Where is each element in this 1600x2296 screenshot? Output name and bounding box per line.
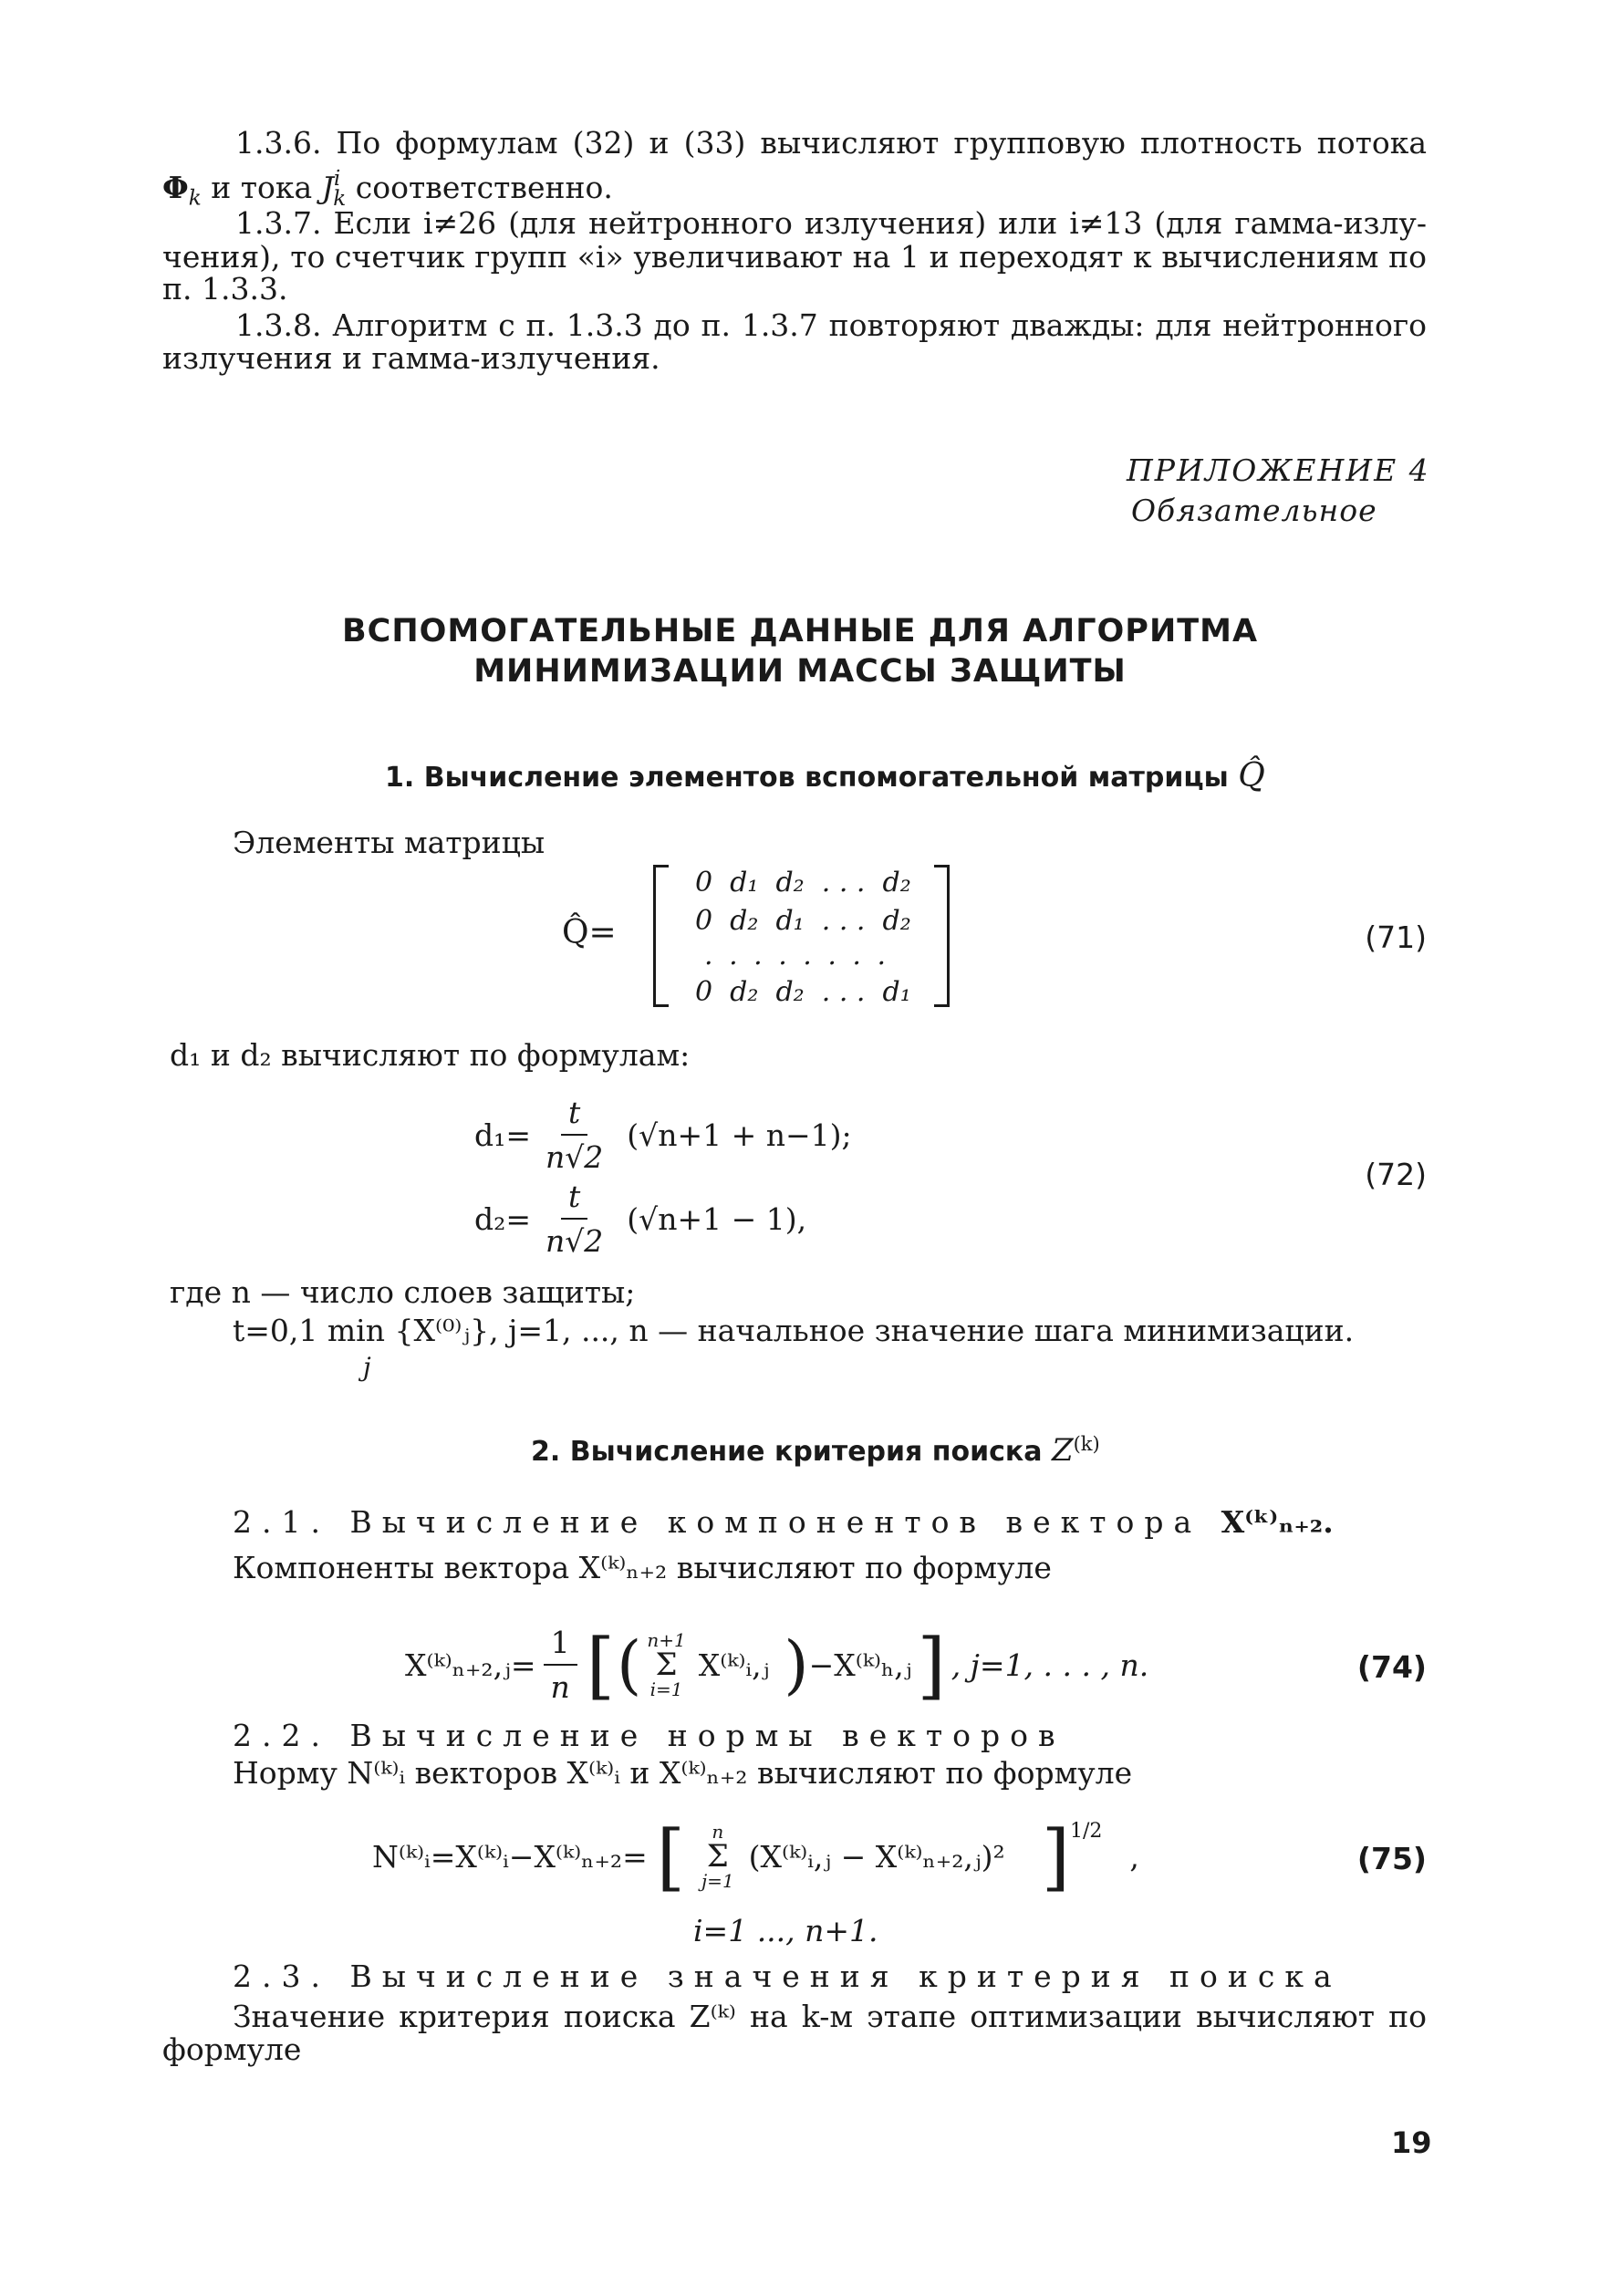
- equation-number-72: (72): [1365, 1157, 1427, 1192]
- matrix-right-bracket: [934, 865, 950, 1007]
- para-1-3-7-line2: чения), то счетчик групп «i» увеличивают на 1 и переходят к вычислениям по: [162, 239, 1427, 275]
- equation-number-71: (71): [1365, 919, 1427, 955]
- eq75-open-bracket: [: [656, 1813, 685, 1899]
- s21-title: [233, 1505, 1334, 1539]
- equation-number-74: (74): [1356, 1649, 1427, 1685]
- eq74-close-bracket: ]: [917, 1622, 946, 1708]
- formula-d2: [474, 1179, 806, 1259]
- para-1-3-7-line1: 1.3.7. Если i≠26 (для нейтронного излучения) или i≠13 (для гамма-излу-: [235, 205, 1427, 241]
- formula-74: [405, 1615, 1148, 1715]
- section1-heading: [385, 757, 1265, 795]
- eq75-sum: [701, 1821, 734, 1892]
- appendix-label: ПРИЛОЖЕНИЕ 4: [1127, 452, 1430, 488]
- where-line2: t=0,1 min {X⁽⁰⁾ⱼ}, j=1, ..., n — начальное значение шага минимизации.: [233, 1313, 1355, 1348]
- eq74-open-paren: (: [617, 1627, 642, 1702]
- d2-frac-num: t: [561, 1179, 587, 1220]
- s21-text: Компоненты вектора X⁽ᵏ⁾ₙ₊₂ вычисляют по формуле: [233, 1550, 1052, 1585]
- eq75-sigma: Σ: [706, 1838, 729, 1875]
- eq74-tail: −X⁽ᵏ⁾ₕ,ⱼ: [808, 1647, 912, 1683]
- eq75-exponent: 1/2: [1069, 1819, 1103, 1843]
- matrix-row-2: 0 d₂ d₁ . . . d₂: [695, 905, 911, 937]
- appendix-title-line2: МИНИМИЗАЦИИ МАССЫ ЗАЩИТЫ: [473, 653, 1127, 690]
- section2-heading-sup: (k): [1073, 1433, 1100, 1455]
- s23-line2: формуле: [162, 2031, 302, 2067]
- d1-fraction: [538, 1095, 610, 1175]
- eq75-range: i=1 ..., n+1.: [693, 1913, 878, 1948]
- eq74-body: X⁽ᵏ⁾ᵢ,ⱼ: [698, 1647, 770, 1683]
- eq74-lhs: X⁽ᵏ⁾ₙ₊₂,ⱼ=: [405, 1647, 536, 1683]
- eq74-close-paren: ): [784, 1627, 809, 1702]
- s23-line1: Значение критерия поиска Z⁽ᵏ⁾ на k-м этапе оптимизации вычисляют по: [233, 1999, 1427, 2034]
- matrix-left-bracket: [653, 865, 669, 1007]
- formula-d1: [474, 1095, 852, 1175]
- p136-respectively: соответственно.: [355, 170, 613, 205]
- d2-lhs: d₂=: [474, 1200, 532, 1237]
- d1-rhs: (√n+1 + n−1);: [627, 1117, 852, 1153]
- where-line1: где n — число слоев защиты;: [170, 1274, 636, 1310]
- d1-frac-den: n√2: [545, 1139, 604, 1175]
- eq74-sum: [647, 1629, 685, 1700]
- section2-heading: [531, 1432, 1100, 1469]
- matrix-row-3: . . . . . . . .: [704, 940, 890, 971]
- formula-75: [372, 1806, 1139, 1906]
- s21-title-text: 2.1. Вычисление компонентов вектора: [233, 1504, 1202, 1540]
- appendix-status: Обязательное: [1131, 493, 1377, 528]
- eq75-comma: ,: [1129, 1838, 1139, 1875]
- d2-rhs: (√n+1 − 1),: [627, 1200, 807, 1237]
- matrix-lhs: Q̂=: [562, 914, 617, 951]
- p136-and-current: и тока: [211, 170, 313, 205]
- para-1-3-8-line1: 1.3.8. Алгоритм с п. 1.3.3 до п. 1.3.7 повторяют дважды: для нейтронного: [235, 307, 1427, 343]
- matrix-row-1: 0 d₁ d₂ . . . d₂: [695, 867, 911, 899]
- section1-intro: Элементы матрицы: [233, 825, 545, 860]
- para-1-3-6-line1: 1.3.6. По формулам (32) и (33) вычисляют групповую плотность потока: [235, 125, 1427, 161]
- section2-heading-symbol: Z: [1051, 1432, 1074, 1469]
- where-line3: j: [363, 1352, 371, 1382]
- eq74-range: , j=1, . . . , n.: [951, 1647, 1149, 1683]
- para-1-3-7-line3: п. 1.3.3.: [162, 271, 288, 306]
- eq75-close-bracket: ]: [1041, 1813, 1070, 1899]
- eq74-frac-num: 1: [544, 1625, 577, 1666]
- appendix-title-line1: ВСПОМОГАТЕЛЬНЫЕ ДАННЫЕ ДЛЯ АЛГОРИТМА: [341, 613, 1259, 649]
- eq74-sum-bot: i=1: [649, 1678, 683, 1700]
- s22-title: 2.2. Вычисление нормы векторов: [233, 1718, 1065, 1753]
- s21-symbol: X⁽ᵏ⁾ₙ₊₂.: [1221, 1504, 1334, 1540]
- d-formulas-text: d₁ и d₂ вычисляют по формулам:: [170, 1037, 691, 1073]
- equation-number-75: (75): [1356, 1841, 1427, 1876]
- para-1-3-8-line2: излучения и гамма-излучения.: [162, 340, 660, 376]
- eq74-fraction: [544, 1625, 577, 1705]
- eq74-open-bracket: [: [586, 1622, 616, 1708]
- d2-fraction: [538, 1179, 610, 1259]
- eq75-sum-bot: j=1: [701, 1870, 734, 1892]
- section2-heading-text: 2. Вычисление критерия поиска: [531, 1436, 1043, 1468]
- d1-frac-num: t: [561, 1095, 587, 1136]
- eq75-sum-top: n: [712, 1821, 724, 1843]
- eq74-sigma: Σ: [655, 1647, 678, 1683]
- eq75-body: (X⁽ᵏ⁾ᵢ,ⱼ − X⁽ᵏ⁾ₙ₊₂,ⱼ)²: [748, 1838, 1005, 1875]
- s22-text: Норму N⁽ᵏ⁾ᵢ векторов X⁽ᵏ⁾ᵢ и X⁽ᵏ⁾ₙ₊₂ вычисляют по формуле: [233, 1755, 1133, 1791]
- page-number: 19: [1391, 2125, 1432, 2160]
- section1-heading-symbol: Q̂: [1238, 757, 1265, 795]
- para-1-3-6-line2: $\Phi_k$ и тока $J^i_k$ соответственно.: [162, 167, 613, 211]
- d1-lhs: d₁=: [474, 1117, 532, 1153]
- eq75-lhs: N⁽ᵏ⁾ᵢ=X⁽ᵏ⁾ᵢ−X⁽ᵏ⁾ₙ₊₂=: [372, 1838, 648, 1875]
- d2-frac-den: n√2: [545, 1223, 604, 1259]
- section1-heading-text: 1. Вычисление элементов вспомогательной матрицы: [385, 762, 1229, 794]
- s23-title: 2.3. Вычисление значения критерия поиска: [233, 1958, 1342, 1994]
- matrix-row-4: 0 d₂ d₂ . . . d₁: [695, 976, 911, 1008]
- eq74-frac-den: n: [550, 1669, 570, 1705]
- eq74-sum-top: n+1: [647, 1629, 686, 1651]
